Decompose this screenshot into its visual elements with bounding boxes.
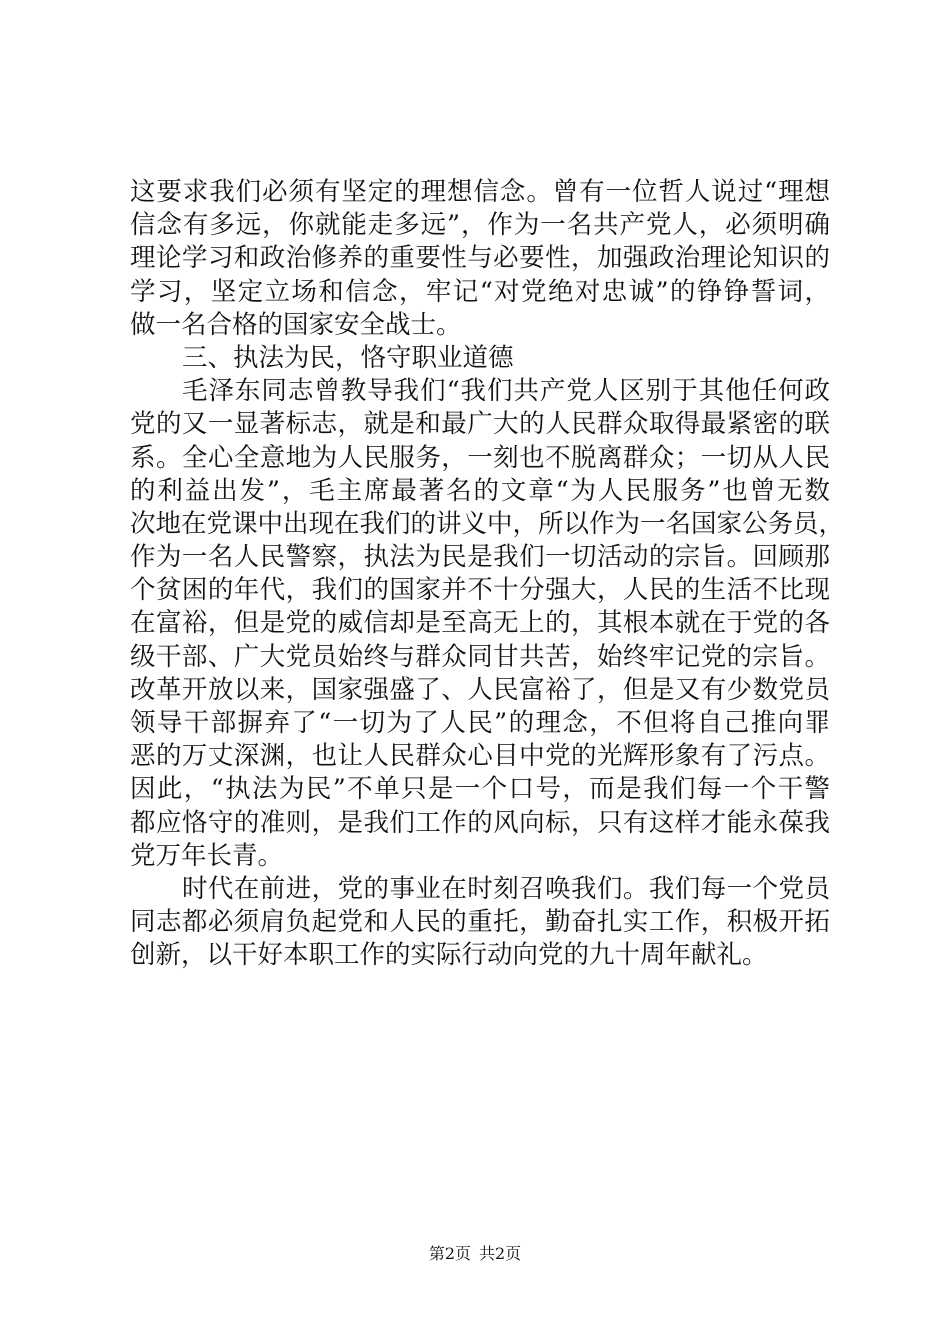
text-line: 系。全心全意地为人民服务，一刻也不脱离群众；一切从人民 (130, 442, 830, 473)
text-line: 毛泽东同志曾教导我们“我们共产党人区别于其他任何政 (182, 376, 830, 407)
text-line: 学习，坚定立场和信念，牢记“对党绝对忠诚”的铮铮誓词， (130, 276, 830, 307)
text-line: 做一名合格的国家安全战士。 (130, 309, 462, 340)
text-line: 次地在党课中出现在我们的讲义中，所以作为一名国家公务员， (130, 508, 845, 539)
text-line: 信念有多远，你就能走多远”，作为一名共产党人，必须明确 (130, 210, 830, 241)
text-line: 党的又一显著标志，就是和最广大的人民群众取得最紧密的联 (130, 409, 830, 440)
text-line: 时代在前进，党的事业在时刻召唤我们。我们每一个党员 (182, 873, 830, 904)
text-line: 同志都必须肩负起党和人民的重托，勤奋扎实工作，积极开拓 (130, 907, 830, 938)
text-line: 因此，“执法为民”不单只是一个口号，而是我们每一个干警 (130, 774, 830, 805)
text-line: 这要求我们必须有坚定的理想信念。曾有一位哲人说过“理想 (130, 177, 830, 207)
page-total: 共2页 (479, 1244, 522, 1263)
text-line: 在富裕，但是党的威信却是至高无上的，其根本就在于党的各 (130, 608, 830, 639)
text-line: 党万年长青。 (130, 840, 284, 871)
text-line: 领导干部摒弃了“一切为了人民”的理念，不但将自己推向罪 (130, 708, 830, 738)
document-body (130, 176, 845, 973)
section-heading: 三、执法为民，恪守职业道德 (182, 342, 514, 373)
text-line: 都应恪守的准则，是我们工作的风向标，只有这样才能永葆我 (130, 807, 830, 838)
page-number: 第2页 (428, 1244, 471, 1263)
text-line: 的利益出发”，毛主席最著名的文章“为人民服务”也曾无数 (130, 475, 830, 506)
text-line: 个贫困的年代，我们的国家并不十分强大，人民的生活不比现 (130, 575, 830, 606)
text-line: 级干部、广大党员始终与群众同甘共苦，始终牢记党的宗旨。 (130, 641, 830, 672)
text-line: 作为一名人民警察，执法为民是我们一切活动的宗旨。回顾那 (130, 542, 830, 573)
page-footer (0, 1244, 950, 1264)
text-line: 创新，以干好本职工作的实际行动向党的九十周年献礼。 (130, 940, 768, 971)
text-line: 恶的万丈深渊，也让人民群众心目中党的光辉形象有了污点。 (130, 741, 830, 772)
text-line: 改革开放以来，国家强盛了、人民富裕了，但是又有少数党员 (130, 674, 830, 705)
text-line: 理论学习和政治修养的重要性与必要性，加强政治理论知识的 (130, 243, 830, 274)
